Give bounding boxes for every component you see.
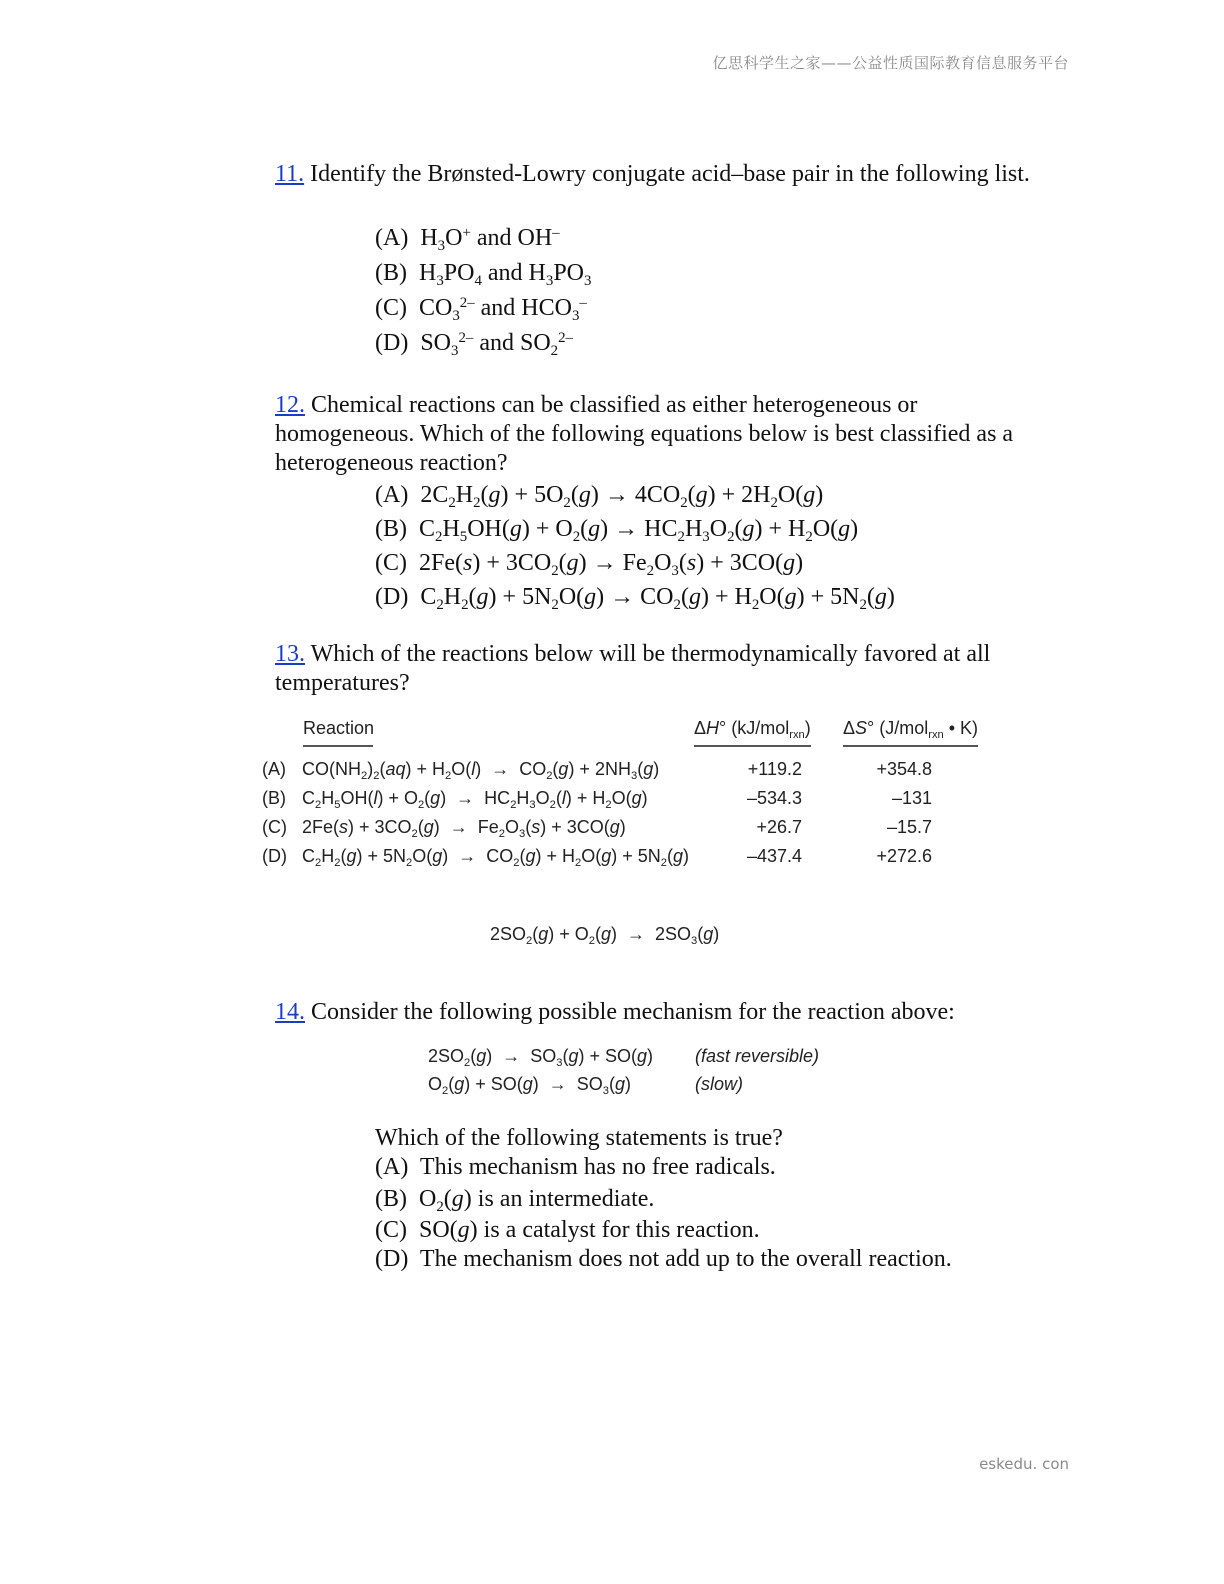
q14-option-d: (D) The mechanism does not add up to the overall reaction. (375, 1246, 952, 1272)
question-11-options (375, 221, 591, 361)
mechanism-step-2-note: (slow) (695, 1074, 743, 1094)
question-13-text: Which of the reactions below will be thermodynamically favored at all temperatures? (275, 641, 991, 696)
q11-option-b: (B) $H_3PO_4$ and $H_3PO_3$ (375, 260, 592, 290)
q12-option-c: (C) $2Fe(s) + 3CO_2(g) \to Fe_2O_3(s) + 3CO(g)$ (375, 550, 804, 580)
mechanism-step-1-note: (fast reversible) (695, 1046, 820, 1066)
question-11 (275, 160, 1035, 189)
table-header-dh: ΔH° (kJ/mol$_{rxn}$) (694, 718, 811, 747)
question-13 (275, 640, 1035, 698)
table-header-ds: ΔS° (J/mol$_{rxn}$ • K) (843, 718, 978, 747)
mechanism-step-1: $2SO_2(g) \to SO_3(g) + SO(g)$ (428, 1046, 654, 1069)
row-dh: +119.2 (747, 759, 802, 779)
q14-prompt: Which of the following statements is true? (375, 1125, 783, 1151)
q11-option-c: (C) $CO_3^{2-}$ and $HCO_3^-$ (375, 294, 587, 325)
table-header-reaction: Reaction (303, 718, 373, 747)
question-14-options (375, 1124, 952, 1274)
question-14-number-link[interactable]: 14. (275, 999, 305, 1025)
row-dh: –534.3 (746, 788, 802, 808)
row-label: (C) (262, 817, 287, 837)
question-12-text: Chemical reactions can be classified as either heterogeneous or homogeneous. Which of the following equations below is best classified as a heterogeneous reaction? (275, 392, 1014, 476)
row-reaction: $CO(NH_2)_2(aq) + H_2O(l) \to CO_2(g) + 2NH_3(g)$ (302, 759, 660, 782)
row-label: (B) (262, 788, 286, 808)
question-12-number-link[interactable]: 12. (275, 392, 305, 418)
row-ds: –15.7 (886, 817, 932, 837)
mechanism-step-2: $O_2(g) + SO(g) \to SO_3(g)$ (428, 1074, 632, 1097)
question-14 (275, 998, 1035, 1027)
question-13-number-link[interactable]: 13. (275, 641, 305, 667)
page-footer: eskedu. con (979, 1455, 1069, 1473)
q14-option-c: (C) SO(g) is a catalyst for this reaction. (375, 1217, 760, 1243)
row-reaction: $C_2H_2(g) + 5N_2O(g) \to CO_2(g) + H_2O(g) + 5N_2(g)$ (302, 846, 689, 869)
q14-option-a: (A) This mechanism has no free radicals. (375, 1154, 776, 1180)
row-dh: –437.4 (746, 846, 802, 866)
row-dh: +26.7 (756, 817, 802, 837)
overall-reaction: $2SO_2(g) + O_2(g) \to 2SO_3(g)$ (490, 924, 720, 947)
row-ds: +272.6 (876, 846, 932, 866)
question-11-number-link[interactable]: 11. (275, 161, 305, 187)
row-label: (D) (262, 846, 287, 866)
question-12 (275, 391, 1035, 478)
page-header: 亿思科学生之家——公益性质国际教育信息服务平台 (712, 54, 1069, 72)
question-14-text: Consider the following possible mechanism for the reaction above: (305, 999, 955, 1025)
row-ds: +354.8 (876, 759, 932, 779)
q12-option-a: (A) $2C_2H_2(g) + 5O_2(g) \to 4CO_2(g) + 2H_2O(g)$ (375, 482, 824, 512)
q14-option-b: (B) $O_2(g)$ is an intermediate. (375, 1186, 655, 1216)
q12-option-b: (B) $C_2H_5OH(g) + O_2(g) \to HC_2H_3O_2(g) + H_2O(g)$ (375, 516, 859, 546)
row-ds: –131 (891, 788, 932, 808)
q11-option-d: (D) $SO_3^{2-}$ and $SO_2^{2-}$ (375, 329, 573, 360)
question-12-options (375, 478, 895, 614)
row-reaction: $C_2H_5OH(l) + O_2(g) \to HC_2H_3O_2(l) + H_2O(g)$ (302, 788, 648, 811)
row-label: (A) (262, 759, 286, 779)
q12-option-d: (D) $C_2H_2(g) + 5N_2O(g) \to CO_2(g) + H_2O(g) + 5N_2(g)$ (375, 584, 895, 614)
q11-option-a: (A) $H_3O^+$ and OH– (375, 224, 560, 255)
question-11-text: Identify the Brønsted-Lowry conjugate acid–base pair in the following list. (304, 161, 1030, 187)
row-reaction: $2Fe(s) + 3CO_2(g) \to Fe_2O_3(s) + 3CO(g)$ (302, 817, 626, 840)
